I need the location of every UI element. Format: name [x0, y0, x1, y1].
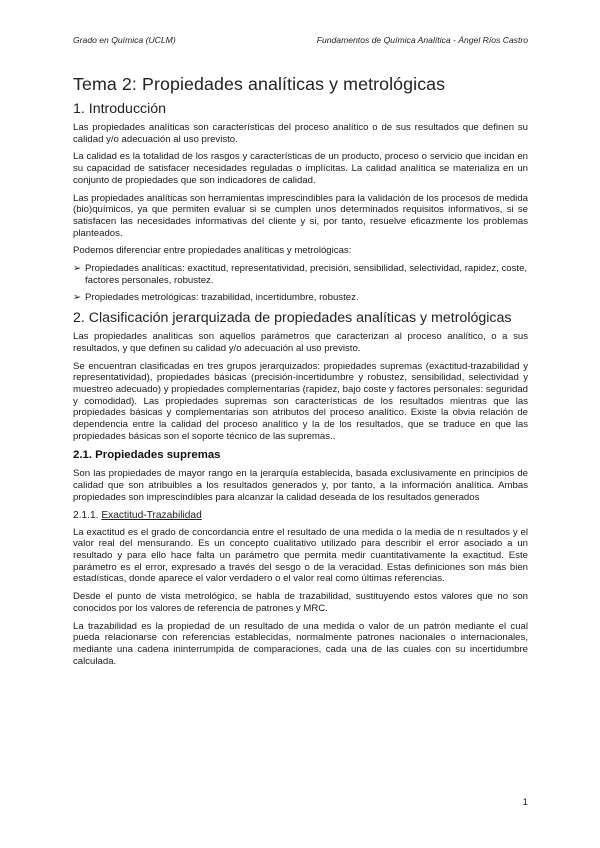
section-1-paragraph-4: Podemos diferenciar entre propiedades analíticas y metrológicas: — [73, 245, 352, 257]
page-number: 1 — [522, 797, 528, 808]
section-2-1-1-number: 2.1.1. — [73, 509, 99, 521]
section-2-1-paragraph-1: Son las propiedades de mayor rango en la jerarquía establecida, basada exclusivamente en principios de calidad que son atribuibles a los resultados generados y, por tanto, a la información analítica. Ambas propiedades son imprescindibles para alcanzar la calidad deseada de los resultados generados — [73, 468, 528, 503]
section-2-heading: 2. Clasificación jerarquizada de propiedades analíticas y metrológicas — [73, 310, 512, 327]
header-left: Grado en Química (UCLM) — [73, 35, 176, 45]
arrow-bullet-icon: ➢ — [73, 263, 82, 275]
arrow-bullet-icon: ➢ — [73, 292, 82, 304]
section-2-paragraph-2: Se encuentran clasificadas en tres grupos jerarquizados: propiedades supremas (exactitud-trazabilidad y representatividad), propiedades básicas (precisión-incertidumbre y robustez, sensibilidad, selectividad y muestreo adecuado) y propiedades complementarias (rapidez, bajo coste y factores personales: seguridad y comodidad). Las propiedades supremas son características de los resultados mientras que las propiedades básicas y complementarias son atributos del proceso analítico. Existe la obvia relación de dependencia entre la calidad del proceso analítico y la de los resultados, que se traduce en que las propiedades básicas son el soporte técnico de las supremas.. — [73, 360, 528, 442]
list-item — [73, 292, 528, 304]
page-header — [73, 35, 528, 45]
section-2-1-1-heading — [73, 510, 528, 521]
section-1-paragraph-2: La calidad es la totalidad de los rasgos y características de un producto, proceso o servicio que incidan en su capacidad de satisfacer necesidades reguladas o implícitas. La calidad analítica se materializa en un conjunto de propiedades que son indicadores de calidad. — [73, 151, 528, 186]
section-2-paragraph-1: Las propiedades analíticas son aquellos parámetros que caracterizan al proceso analítico, o a sus resultados, y que definen su calidad y/o adecuación al uso previsto. — [73, 331, 528, 354]
list-item-text: Propiedades metrológicas: trazabilidad, incertidumbre, robustez. — [85, 292, 359, 304]
list-item — [73, 263, 528, 286]
section-2-1-1-paragraph-3: La trazabilidad es la propiedad de un resultado de una medida o valor de un patrón mediante el cual pueda relacionarse con referencias establecidas, normalmente patrones nacionales o internacionales, mediante una cadena ininterrumpida de comparaciones, cada una de las cuales con su incertidumbre calculada. — [73, 620, 528, 667]
document-title: Tema 2: Propiedades analíticas y metrológicas — [73, 74, 446, 94]
section-2-1-heading: 2.1. Propiedades supremas — [73, 449, 221, 462]
properties-list — [73, 263, 528, 304]
section-2-1-1-paragraph-1: La exactitud es el grado de concordancia entre el resultado de una medida o la media de n resultados y el valor real del mensurando. Es un concepto cualitativo utilizado para describir el error asociado a un resultado y para ello hace falta un parámetro que permita medir cuantitativamente la exactitud. Este parámetro es el error, expresado a través del sesgo o de la veracidad. Estas definiciones son más bien estadísticas, donde aparece el valor verdadero o el valor real como últimas referencias. — [73, 526, 528, 585]
header-right: Fundamentos de Química Analítica - Ángel Ríos Castro — [316, 35, 528, 45]
section-1-paragraph-1: Las propiedades analíticas son características del proceso analítico o de sus resultados que definen su calidad y/o adecuación al uso previsto. — [73, 122, 528, 145]
section-1-heading: 1. Introducción — [73, 101, 167, 117]
section-1-paragraph-3: Las propiedades analíticas son herramientas imprescindibles para la validación de los procesos de medida (bio)químicos, ya que permiten evaluar si se cumplen unos determinados requisitos informativos, si se satisfacen las necesidades informativas del cliente y si, por tanto, resuelve eficazmente los problemas planteados. — [73, 192, 528, 239]
section-2-1-1-paragraph-2: Desde el punto de vista metrológico, se habla de trazabilidad, sustituyendo estos valores que no son conocidos por los valores de referencia de patrones y MRC. — [73, 591, 528, 614]
list-item-text: Propiedades analíticas: exactitud, representatividad, precisión, sensibilidad, selectividad, rapidez, coste, factores personales, robustez. — [85, 263, 528, 286]
section-2-1-1-title: Exactitud-Trazabilidad — [101, 509, 202, 521]
